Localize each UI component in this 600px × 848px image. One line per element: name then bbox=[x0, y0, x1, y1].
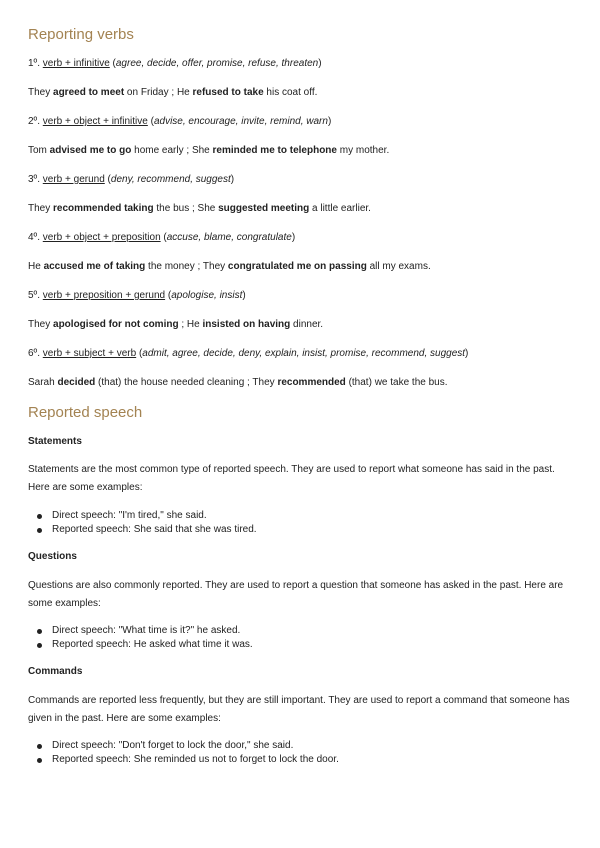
pattern-formula: verb + infinitive bbox=[42, 58, 110, 69]
paren-close: ) bbox=[327, 116, 332, 127]
section-title-statements: Statements bbox=[28, 436, 82, 447]
list-item: Reported speech: He asked what time it was. bbox=[28, 638, 573, 652]
sentence-verb: congratulated me on passing bbox=[227, 261, 367, 272]
paren-close: ) bbox=[318, 58, 322, 69]
sentence-verb: refused to take bbox=[192, 87, 264, 98]
list-item: Direct speech: "I'm tired," she said. bbox=[28, 509, 573, 523]
section-paragraph-commands: Commands are reported less frequently, but they are still important. They are used to report a command that someone has given in the past. Here are some examples: bbox=[28, 695, 570, 724]
sentence-verb: recommended taking bbox=[53, 203, 154, 214]
sentence-text: dinner. bbox=[290, 319, 324, 330]
sentence-verb: insisted on having bbox=[202, 319, 291, 330]
section-title-commands: Commands bbox=[28, 666, 83, 677]
sentence-text: his coat off. bbox=[263, 87, 318, 98]
paren-close: ) bbox=[230, 174, 235, 185]
sentence-verb: agreed to meet bbox=[53, 87, 125, 98]
section-paragraph-statements: Statements are the most common type of reported speech. They are used to report what someone has said in the past. Here are some examples: bbox=[28, 464, 555, 493]
sentence-verb: decided bbox=[57, 377, 96, 388]
pattern-examples: apologise, insist bbox=[171, 290, 243, 301]
pattern-number: 1º. bbox=[28, 58, 40, 69]
paren-close: ) bbox=[465, 348, 469, 359]
pattern-formula: verb + preposition + gerund bbox=[42, 290, 166, 301]
pattern-examples: agree, decide, offer, promise, refuse, threaten bbox=[115, 58, 319, 69]
pattern-examples: deny, recommend, suggest bbox=[110, 174, 231, 185]
verb-pattern-1 bbox=[28, 55, 573, 73]
sentence-text: (that) the house needed cleaning ; They bbox=[95, 377, 278, 388]
pattern-formula: verb + object + infinitive bbox=[42, 116, 148, 127]
verb-pattern-6 bbox=[28, 345, 573, 363]
paren-open: ( bbox=[104, 174, 111, 185]
sentence-verb: apologised for not coming bbox=[53, 319, 179, 330]
example-list-questions bbox=[28, 624, 573, 652]
section-title-questions: Questions bbox=[28, 551, 77, 562]
sentence-verb: suggested meeting bbox=[218, 203, 310, 214]
pattern-number: 2º. bbox=[28, 116, 40, 127]
sentence-text: Tom bbox=[28, 145, 50, 156]
pattern-number: 6º. bbox=[28, 348, 40, 359]
sentence-text: on Friday ; He bbox=[124, 87, 193, 98]
sentence-verb: recommended bbox=[277, 377, 346, 388]
sentence-verb: advised me to go bbox=[49, 145, 132, 156]
pattern-examples: accuse, blame, congratulate bbox=[166, 232, 292, 243]
pattern-examples: admit, agree, decide, deny, explain, insist, promise, recommend, suggest bbox=[142, 348, 466, 359]
heading-reported-speech: Reported speech bbox=[28, 404, 143, 421]
pattern-formula: verb + gerund bbox=[42, 174, 105, 185]
sentence-text: home early ; She bbox=[131, 145, 213, 156]
sentence-text: a little earlier. bbox=[309, 203, 371, 214]
paren-open: ( bbox=[147, 116, 154, 127]
paren-open: ( bbox=[160, 232, 167, 243]
example-list-commands bbox=[28, 739, 573, 767]
list-item: Reported speech: She said that she was tired. bbox=[28, 523, 573, 537]
heading-reporting-verbs: Reporting verbs bbox=[28, 26, 134, 43]
sentence-text: (that) we take the bus. bbox=[345, 377, 448, 388]
list-item: Direct speech: "What time is it?" he asked. bbox=[28, 624, 573, 638]
paren-open: ( bbox=[136, 348, 143, 359]
sentence-text: ; He bbox=[178, 319, 203, 330]
verb-pattern-4 bbox=[28, 229, 573, 247]
example-list-statements bbox=[28, 509, 573, 537]
verb-pattern-5 bbox=[28, 287, 573, 305]
sentence-text: the money ; They bbox=[145, 261, 228, 272]
list-item: Direct speech: "Don't forget to lock the door," she said. bbox=[28, 739, 573, 753]
pattern-formula: verb + object + preposition bbox=[42, 232, 161, 243]
sentence-text: They bbox=[28, 319, 54, 330]
example-sentence-6 bbox=[28, 374, 573, 392]
sentence-text: He bbox=[28, 261, 44, 272]
sentence-text: all my exams. bbox=[366, 261, 431, 272]
pattern-formula: verb + subject + verb bbox=[42, 348, 137, 359]
example-sentence-4 bbox=[28, 258, 573, 276]
sentence-verb: reminded me to telephone bbox=[212, 145, 337, 156]
sentence-text: Sarah bbox=[28, 377, 58, 388]
sentence-verb: accused me of taking bbox=[43, 261, 146, 272]
pattern-number: 5º. bbox=[28, 290, 40, 301]
sentence-text: They bbox=[28, 87, 54, 98]
section-paragraph-questions: Questions are also commonly reported. They are used to report a question that someone has asked in the past. Here are some examples: bbox=[28, 580, 564, 609]
sentence-text: my mother. bbox=[336, 145, 390, 156]
sentence-text: They bbox=[28, 203, 54, 214]
pattern-number: 3º. bbox=[28, 174, 40, 185]
example-sentence-2 bbox=[28, 142, 573, 160]
pattern-examples: advise, encourage, invite, remind, warn bbox=[153, 116, 328, 127]
sentence-text: the bus ; She bbox=[153, 203, 219, 214]
list-item: Reported speech: She reminded us not to forget to lock the door. bbox=[28, 753, 573, 767]
verb-pattern-3 bbox=[28, 171, 573, 189]
example-sentence-3 bbox=[28, 200, 573, 218]
example-sentence-5 bbox=[28, 316, 573, 334]
paren-open: ( bbox=[109, 58, 116, 69]
verb-pattern-2 bbox=[28, 113, 573, 131]
paren-open: ( bbox=[165, 290, 172, 301]
paren-close: ) bbox=[242, 290, 246, 301]
pattern-number: 4º. bbox=[28, 232, 40, 243]
paren-close: ) bbox=[291, 232, 296, 243]
example-sentence-1 bbox=[28, 84, 573, 102]
